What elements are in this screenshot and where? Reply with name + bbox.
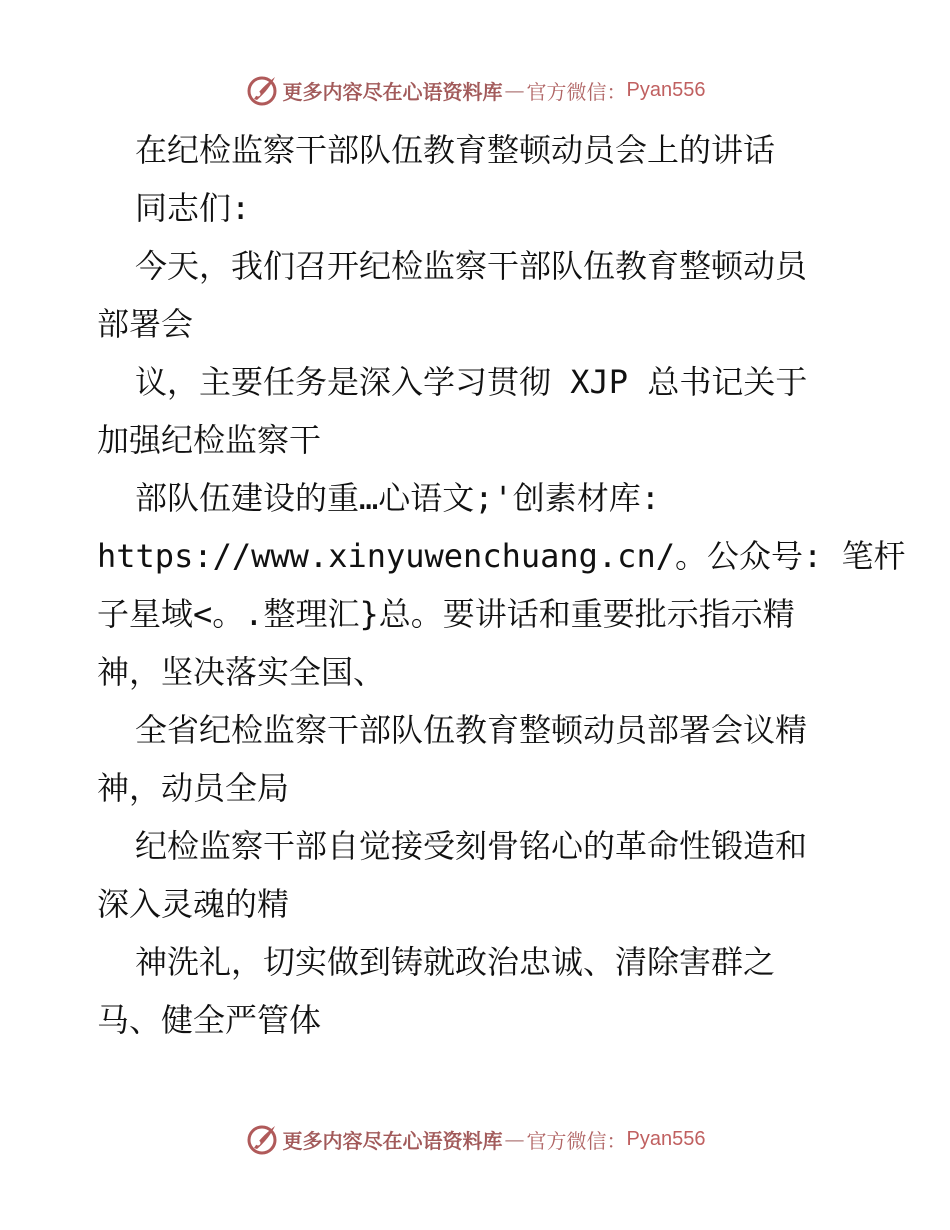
document-line: 加强纪检监察干 <box>97 421 322 459</box>
document-line: 议，主要任务是深入学习贯彻 XJP 总书记关于 <box>135 363 808 401</box>
document-line: 在纪检监察干部队伍教育整顿动员会上的讲话 <box>135 131 776 169</box>
footer-watermark-banner <box>0 1119 950 1159</box>
document-line: 部队伍建设的重…心语文;'创素材库: <box>135 479 661 517</box>
document-line: 子星域<。.整理汇}总。要讲话和重要批示指示精 <box>97 595 795 633</box>
header-watermark-banner <box>0 70 950 110</box>
document-line: 马、健全严管体 <box>97 1001 322 1039</box>
banner-separator: — <box>504 78 525 102</box>
document-line: 神洗礼，切实做到铸就政治忠诚、清除害群之 <box>135 943 776 981</box>
document-line: 纪检监察干部自觉接受刻骨铭心的革命性锻造和 <box>135 827 808 865</box>
document-line: 同志们: <box>135 189 251 227</box>
quill-logo-icon <box>245 1122 279 1156</box>
document-body <box>97 121 906 1049</box>
banner-wechat-id: Pyan556 <box>626 78 706 101</box>
document-line: 今天，我们召开纪检监察干部队伍教育整顿动员 <box>135 247 808 285</box>
document-line: 全省纪检监察干部队伍教育整顿动员部署会议精 <box>135 711 808 749</box>
banner-wechat-label: 官方微信： <box>526 79 627 104</box>
banner-text: 更多内容尽在心语资料库 <box>282 79 503 104</box>
banner-separator: — <box>504 1127 525 1151</box>
banner-wechat-label: 官方微信： <box>526 1128 627 1153</box>
banner-text: 更多内容尽在心语资料库 <box>282 1128 503 1153</box>
document-line: 深入灵魂的精 <box>97 885 290 923</box>
document-line: 神，坚决落实全国、 <box>97 653 386 691</box>
document-line: 部署会 <box>97 305 194 343</box>
document-line: 神，动员全局 <box>97 769 290 807</box>
banner-wechat-id: Pyan556 <box>626 1127 706 1150</box>
document-line: https://www.xinyuwenchuang.cn/。公众号: 笔杆 <box>97 537 906 575</box>
quill-logo-icon <box>245 73 279 107</box>
